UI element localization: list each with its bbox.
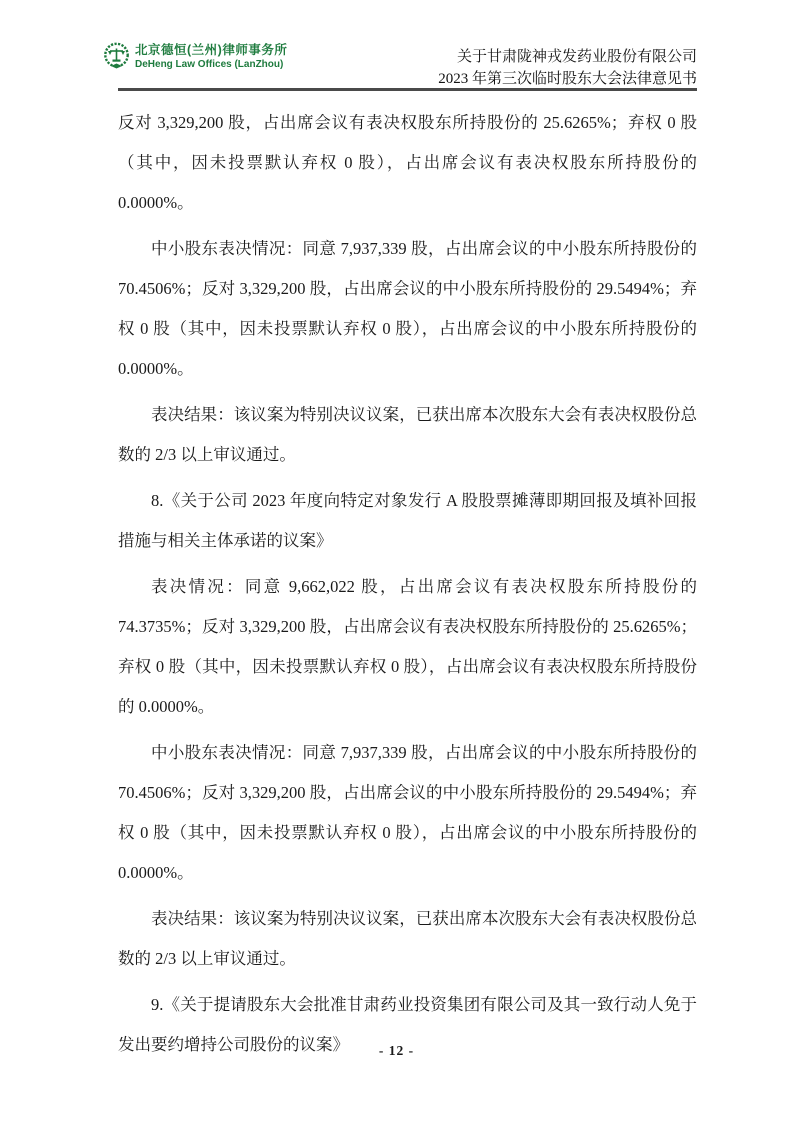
law-firm-logo — [103, 42, 287, 70]
paragraph-item8-vote-result: 表决结果：该议案为特别决议议案，已获出席本次股东大会有表决权股份总数的 2/3 以上审议通过。 — [118, 909, 697, 968]
law-firm-name-en: DeHeng Law Offices (LanZhou) — [135, 58, 284, 70]
paragraph-item7-minority-vote: 中小股东表决情况：同意 7,937,339 股，占出席会议的中小股东所持股份的 70.4506%；反对 3,329,200 股，占出席会议的中小股东所持股份的 29.5494%；弃权 0 股（其中，因未投票默认弃权 0 股），占出席会议的中小股东所持股份的 0.0000%。 — [118, 239, 697, 378]
paragraph-item8-minority-vote: 中小股东表决情况：同意 7,937,339 股，占出席会议的中小股东所持股份的 70.4506%；反对 3,329,200 股，占出席会议的中小股东所持股份的 29.5494%；弃权 0 股（其中，因未投票默认弃权 0 股），占出席会议的中小股东所持股份的 0.0000%。 — [118, 743, 697, 882]
document-title-line1: 关于甘肃陇神戎发药业股份有限公司 — [456, 49, 697, 65]
page-footer — [0, 1042, 793, 1060]
header-divider — [118, 88, 697, 91]
paragraph-item7-vote-continuation: 反对 3,329,200 股，占出席会议有表决权股东所持股份的 25.6265%；弃权 0 股（其中，因未投票默认弃权 0 股），占出席会议有表决权股东所持股份的 0.0000%。 — [118, 113, 697, 212]
page-number: - 12 - — [378, 1043, 415, 1058]
law-firm-name — [135, 42, 287, 70]
document-title — [438, 46, 697, 90]
law-firm-name-cn: 北京德恒(兰州)律师事务所 — [135, 43, 288, 57]
paragraph-item7-vote-result: 表决结果：该议案为特别决议议案，已获出席本次股东大会有表决权股份总数的 2/3 以上审议通过。 — [118, 405, 697, 464]
heading-proposal-8: 8.《关于公司 2023 年度向特定对象发行 A 股股票摊薄即期回报及填补回报措施与相关主体承诺的议案》 — [118, 491, 697, 550]
paragraph-item8-vote: 表决情况：同意 9,662,022 股，占出席会议有表决权股东所持股份的 74.3735%；反对 3,329,200 股，占出席会议有表决权股东所持股份的 25.6265%；弃权 0 股（其中，因未投票默认弃权 0 股），占出席会议有表决权股东所持股份的 0.0000%。 — [118, 577, 697, 716]
document-title-line2: 2023 年第三次临时股东大会法律意见书 — [438, 71, 697, 87]
deheng-emblem-icon — [103, 42, 130, 70]
document-body — [118, 103, 697, 1071]
heading-proposal-9: 9.《关于提请股东大会批准甘肃药业投资集团有限公司及其一致行动人免于发出要约增持公司股份的议案》 — [118, 995, 697, 1054]
